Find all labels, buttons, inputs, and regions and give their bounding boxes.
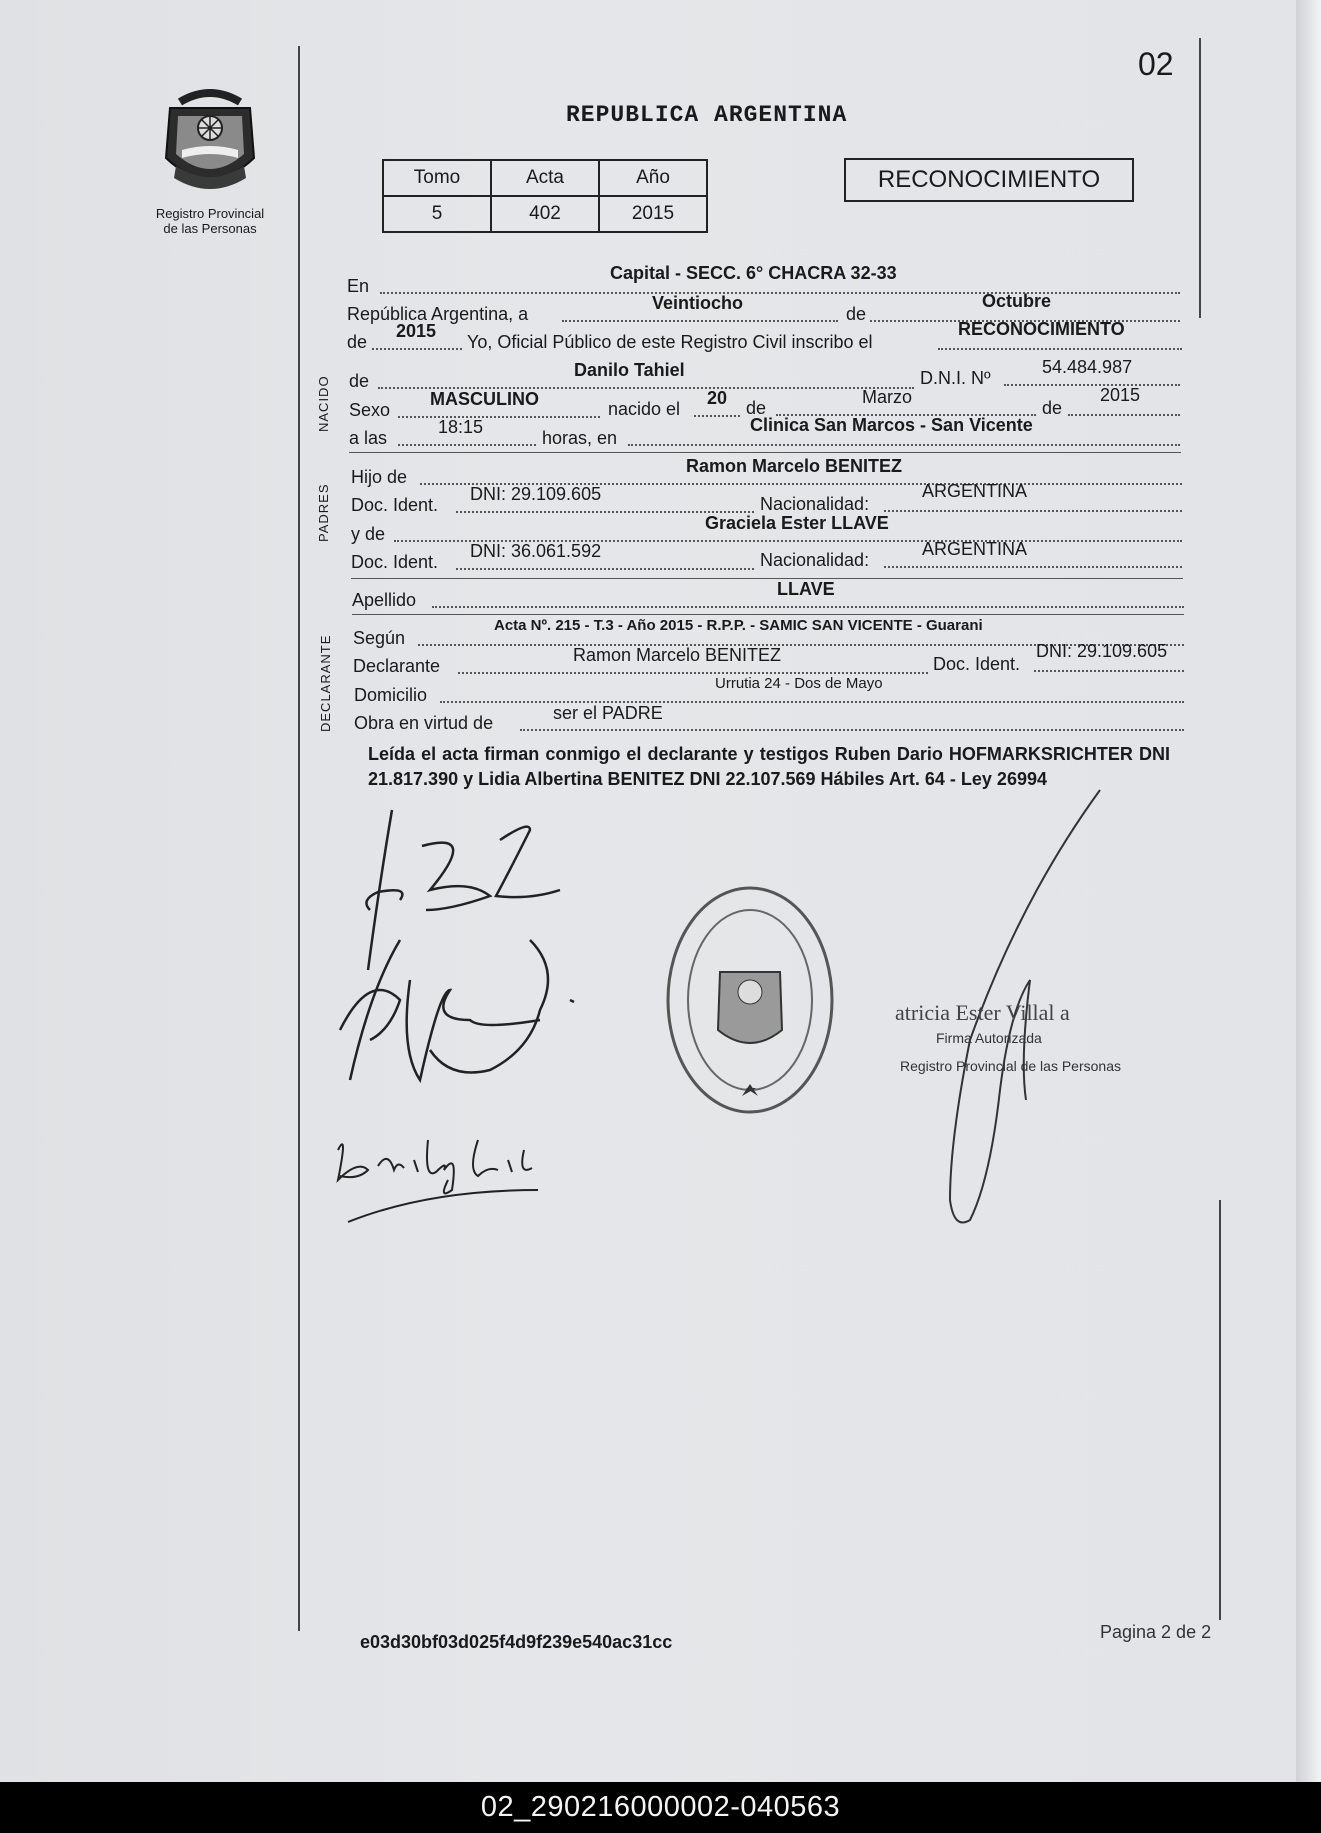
dotted-line xyxy=(628,444,1180,446)
dotted-line xyxy=(458,672,928,674)
closing-statement: Leída el acta firman conmigo el declarante y testigos Ruben Dario HOFMARKSRICHTER DNI 21.817.390 y Lidia Albertina BENITEZ DNI 22.107.569 Hábiles Art. 64 - Ley 26994 xyxy=(368,744,1170,789)
page-edge xyxy=(1296,0,1321,1782)
side-label-padres: PADRES xyxy=(316,483,331,542)
value-madre: Graciela Ester LLAVE xyxy=(705,513,889,533)
value-padre-doc: DNI: 29.109.605 xyxy=(470,484,602,504)
label-dni: D.N.I. Nº xyxy=(920,368,991,388)
value-dia: Veintiocho xyxy=(652,293,744,313)
stamp-official-title: Firma Autorizada xyxy=(936,1030,1042,1046)
value-padre: Ramon Marcelo BENITEZ xyxy=(686,456,903,476)
stamp-official-org: Registro Provincial de las Personas xyxy=(900,1058,1121,1074)
stamp-official-name: atricia Ester Villal a xyxy=(895,1000,1070,1025)
section-separator xyxy=(349,452,1181,453)
org-line-2: de las Personas xyxy=(163,221,257,236)
value-apellido: LLAVE xyxy=(777,579,835,599)
label-nacido-el: nacido el xyxy=(608,399,681,419)
label-hijo-de: Hijo de xyxy=(351,467,408,487)
value-dni-nacido: 54.484.987 xyxy=(1042,357,1133,377)
label-oficial: Yo, Oficial Público de este Registro Civil inscribo el xyxy=(467,332,873,352)
section-separator xyxy=(352,614,1184,615)
label-obra: Obra en virtud de xyxy=(354,713,494,733)
dotted-line xyxy=(520,729,1184,731)
section-separator xyxy=(351,578,1183,579)
value-nac-dia: 20 xyxy=(707,388,728,408)
label-doc-ident-padre: Doc. Ident. xyxy=(351,495,439,515)
value-mes: Octubre xyxy=(982,291,1052,311)
dotted-line xyxy=(1068,414,1180,416)
right-margin-line xyxy=(1199,38,1201,318)
dotted-line xyxy=(884,510,1182,512)
value-declarante: Ramon Marcelo BENITEZ xyxy=(573,645,782,665)
value-lugar: Capital - SECC. 6° CHACRA 32-33 xyxy=(610,263,897,283)
value-tipo: RECONOCIMIENTO xyxy=(958,319,1125,339)
label-segun: Según xyxy=(353,628,406,648)
dotted-line xyxy=(398,416,600,418)
value-sexo: MASCULINO xyxy=(430,389,539,409)
label-declarante: Declarante xyxy=(353,656,441,676)
dotted-line xyxy=(432,606,1184,608)
dotted-line xyxy=(372,348,462,350)
value-madre-nac: ARGENTINA xyxy=(922,539,1028,559)
label-de3: de xyxy=(1042,398,1063,418)
left-margin-line xyxy=(298,46,300,1631)
signature-witness-1 xyxy=(330,930,600,1100)
value-domicilio: Urrutia 24 - Dos de Mayo xyxy=(715,675,883,692)
label-apellido: Apellido xyxy=(352,590,417,610)
label-de-anio: de xyxy=(347,332,368,352)
label-nacionalidad-madre: Nacionalidad: xyxy=(760,550,870,570)
document-title: REPUBLICA ARGENTINA xyxy=(566,102,848,128)
org-line-1: Registro Provincial xyxy=(155,206,265,221)
label-y-de: y de xyxy=(351,524,386,544)
registry-org-name xyxy=(140,206,280,236)
label-de-mes: de xyxy=(846,304,867,324)
dotted-line xyxy=(1034,670,1184,672)
header-tomo: Tomo xyxy=(383,160,491,196)
value-segun: Acta Nº. 215 - T.3 - Año 2015 - R.P.P. - SAMIC SAN VICENTE - Guarani xyxy=(494,617,983,634)
label-nacionalidad-padre: Nacionalidad: xyxy=(760,494,870,514)
value-nac-anio: 2015 xyxy=(1100,385,1141,405)
pagination: Pagina 2 de 2 xyxy=(1100,1622,1212,1642)
registry-table xyxy=(382,159,708,233)
dotted-line xyxy=(380,292,1180,294)
value-hora: 18:15 xyxy=(438,417,484,437)
signature-witness-2 xyxy=(328,1110,558,1230)
label-republica: República Argentina, a xyxy=(347,304,529,324)
dotted-line xyxy=(1004,384,1180,386)
header-anio: Año xyxy=(599,160,707,196)
label-a-las: a las xyxy=(349,428,388,448)
value-tomo: 5 xyxy=(383,196,491,232)
label-domicilio: Domicilio xyxy=(354,685,428,705)
dotted-line xyxy=(694,415,740,417)
document-hash: e03d30bf03d025f4d9f239e540ac31cc xyxy=(360,1632,673,1652)
official-seal-icon xyxy=(658,880,848,1120)
page-number: 02 xyxy=(1138,46,1174,82)
value-declarante-doc: DNI: 29.109.605 xyxy=(1036,641,1168,661)
dotted-line xyxy=(398,444,536,446)
label-sexo: Sexo xyxy=(349,400,391,420)
label-horas-en: horas, en xyxy=(542,428,618,448)
label-de2: de xyxy=(746,398,767,418)
value-anio: 2015 xyxy=(396,321,437,341)
dotted-line xyxy=(884,566,1182,568)
value-nac-mes: Marzo xyxy=(862,387,913,407)
act-type-box: RECONOCIMIENTO xyxy=(844,158,1134,202)
dotted-line xyxy=(456,568,754,570)
side-label-declarante: DECLARANTE xyxy=(318,634,333,732)
dotted-line xyxy=(562,320,838,322)
value-acta: 402 xyxy=(491,196,599,232)
label-en: En xyxy=(347,276,370,296)
value-nombre: Danilo Tahiel xyxy=(574,360,685,380)
dotted-line xyxy=(938,348,1182,350)
file-code-bar: 02_290216000002-040563 xyxy=(0,1782,1321,1833)
value-lugar-nac: Clinica San Marcos - San Vicente xyxy=(750,415,1033,435)
label-doc-ident-madre: Doc. Ident. xyxy=(351,552,439,572)
misiones-emblem-icon xyxy=(158,88,262,200)
value-obra: ser el PADRE xyxy=(553,703,663,723)
label-doc-ident-declarante: Doc. Ident. xyxy=(933,654,1021,674)
dotted-line xyxy=(440,701,1184,703)
header-acta: Acta xyxy=(491,160,599,196)
right-margin-line-lower xyxy=(1219,1200,1221,1620)
value-anio: 2015 xyxy=(599,196,707,232)
side-label-nacido: NACIDO xyxy=(316,375,331,432)
value-padre-nac: ARGENTINA xyxy=(922,481,1028,501)
label-de-nombre: de xyxy=(349,371,370,391)
value-madre-doc: DNI: 36.061.592 xyxy=(470,541,602,561)
